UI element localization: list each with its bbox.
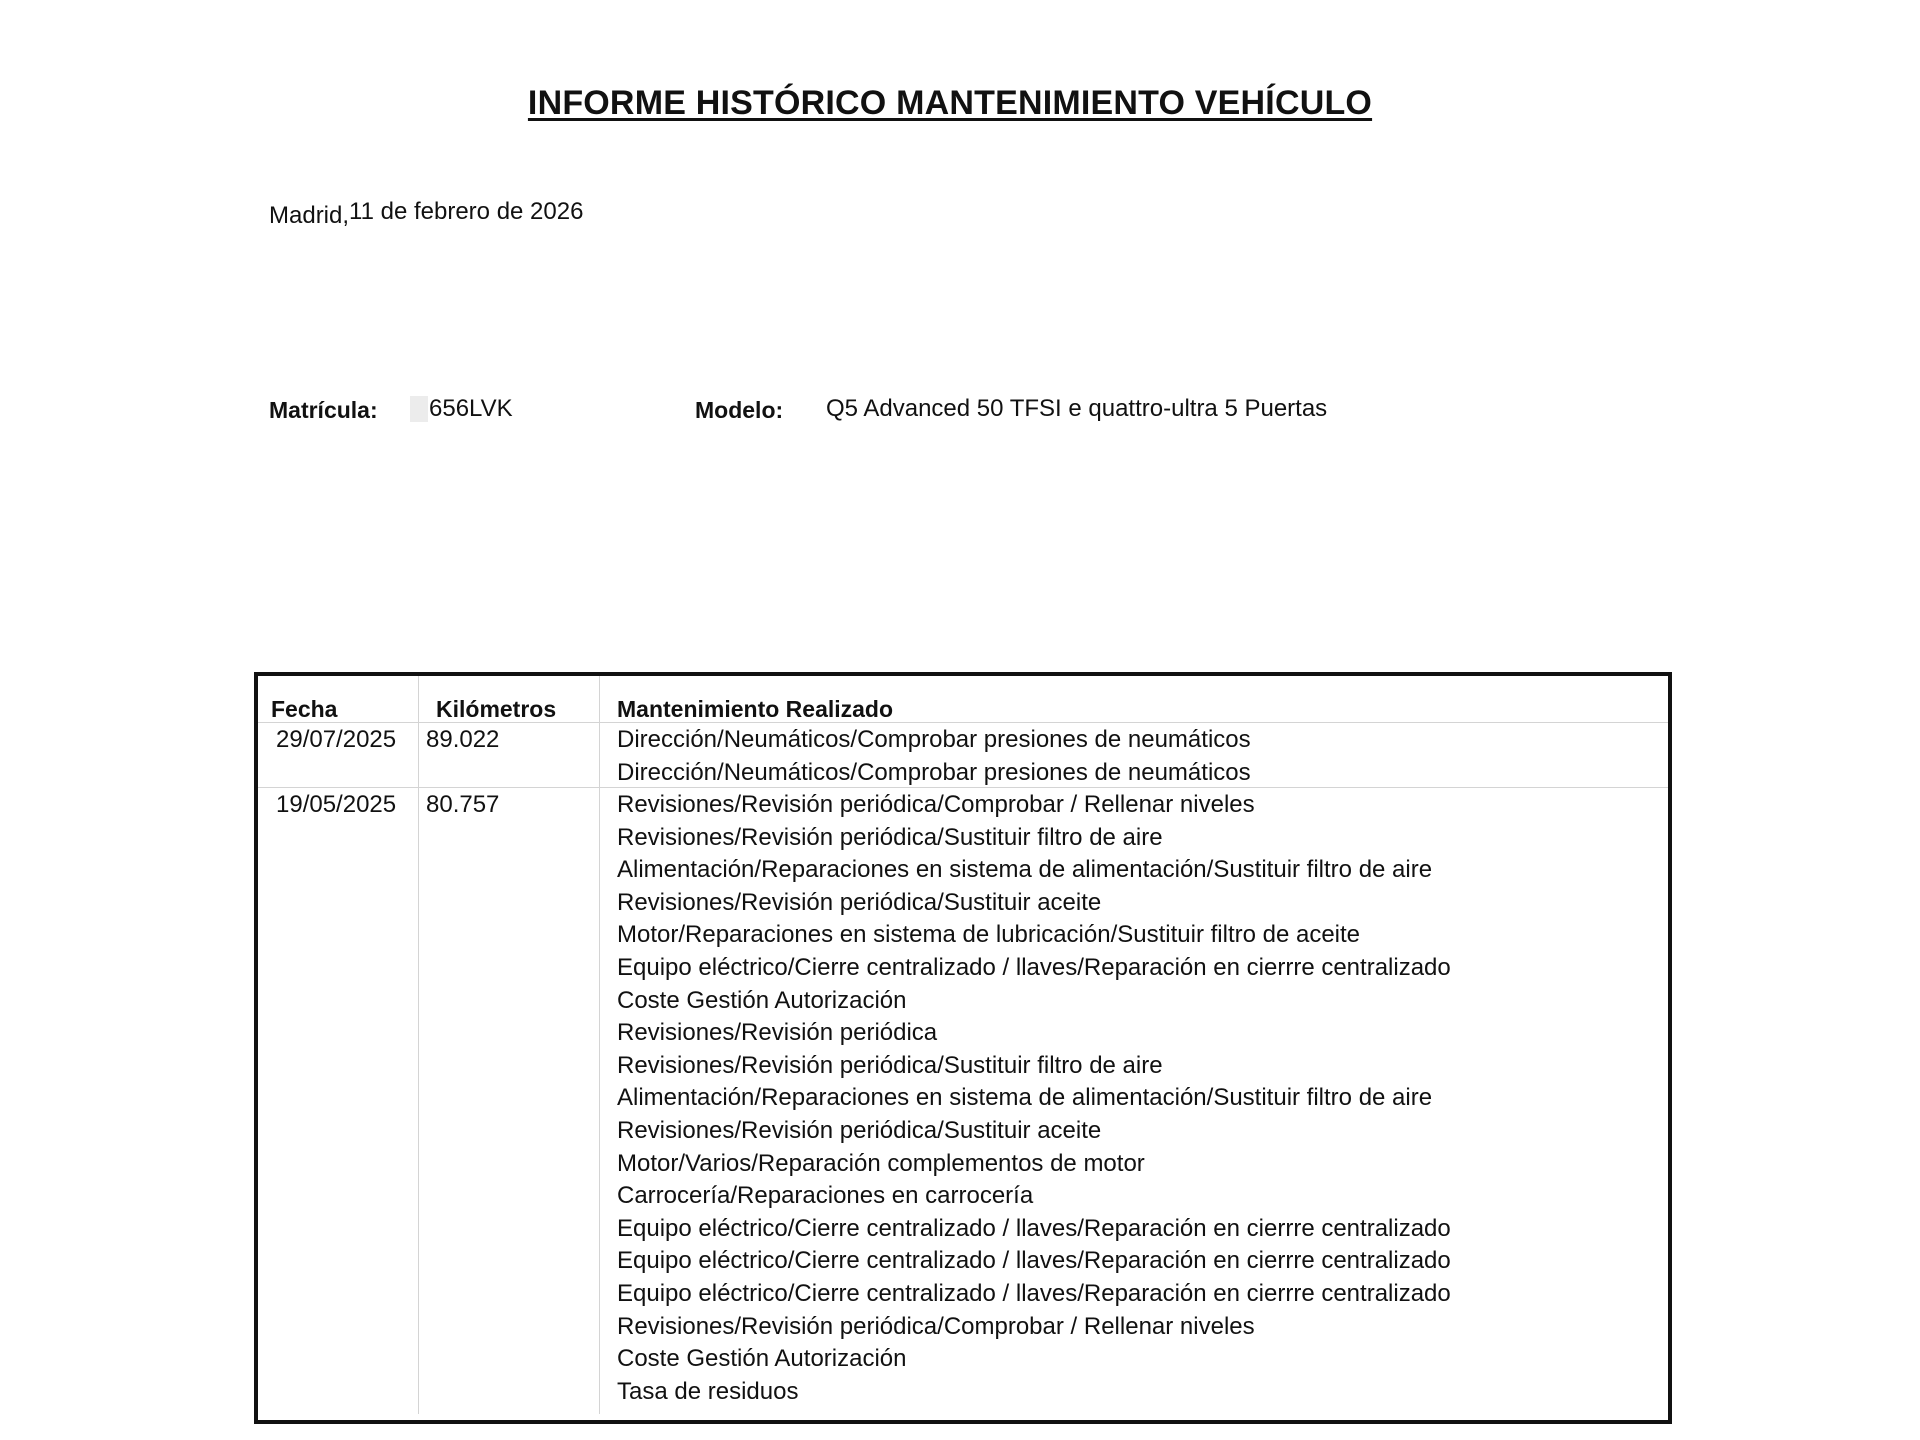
- maintenance-item: Revisiones/Revisión periódica/Comprobar / Rellenar niveles: [617, 791, 1255, 818]
- header-maintenance: Mantenimiento Realizado: [617, 696, 894, 722]
- maintenance-item: Motor/Reparaciones en sistema de lubricación/Sustituir filtro de aceite: [617, 921, 1361, 949]
- report-title: INFORME HISTÓRICO MANTENIMIENTO VEHÍCULO: [527, 84, 1373, 122]
- city-label: Madrid,: [269, 202, 350, 229]
- maintenance-item: Tasa de residuos: [617, 1377, 799, 1405]
- place-date-line: [269, 198, 584, 229]
- maintenance-item: Equipo eléctrico/Cierre centralizado / llaves/Reparación en cierrre centralizado: [617, 1214, 1451, 1242]
- maintenance-item: Revisiones/Revisión periódica/Comprobar / Rellenar niveles: [617, 1312, 1255, 1340]
- plate-value: 656LVK: [429, 395, 513, 422]
- maintenance-item: Motor/Varios/Reparación complementos de motor: [617, 1149, 1145, 1177]
- header-date: Fecha: [271, 696, 338, 722]
- maintenance-item: Dirección/Neumáticos/Comprobar presiones de neumáticos: [617, 758, 1251, 786]
- maintenance-item: Alimentación/Reparaciones en sistema de alimentación/Sustituir filtro de aire: [617, 856, 1433, 884]
- maintenance-item: Revisiones/Revisión periódica/Sustituir filtro de aire: [617, 1051, 1163, 1079]
- maintenance-item: Coste Gestión Autorización: [617, 1345, 907, 1373]
- maintenance-item: Revisiones/Revisión periódica/Sustituir aceite: [617, 888, 1102, 916]
- maintenance-list: [617, 789, 1451, 1408]
- maintenance-item: Equipo eléctrico/Cierre centralizado / llaves/Reparación en cierrre centralizado: [617, 1247, 1451, 1275]
- model-value: Q5 Advanced 50 TFSI e quattro-ultra 5 Puertas: [826, 395, 1328, 422]
- plate-redaction-mark: [410, 396, 428, 422]
- maintenance-item: Equipo eléctrico/Cierre centralizado / llaves/Reparación en cierrre centralizado: [617, 1279, 1451, 1307]
- record-km: 80.757: [426, 791, 500, 818]
- record-date: 29/07/2025: [276, 726, 397, 753]
- maintenance-item: Revisiones/Revisión periódica: [617, 1019, 938, 1047]
- maintenance-item: Revisiones/Revisión periódica/Sustituir aceite: [617, 1116, 1102, 1144]
- maintenance-table: [254, 672, 1672, 1424]
- record-date: 19/05/2025: [276, 791, 397, 818]
- header-km: Kilómetros: [436, 696, 557, 722]
- model-label: Modelo:: [695, 397, 784, 423]
- report-date: 11 de febrero de 2026: [349, 198, 584, 225]
- maintenance-item: Alimentación/Reparaciones en sistema de alimentación/Sustituir filtro de aire: [617, 1084, 1433, 1112]
- maintenance-item: Revisiones/Revisión periódica/Sustituir filtro de aire: [617, 823, 1163, 851]
- maintenance-item: Equipo eléctrico/Cierre centralizado / llaves/Reparación en cierrre centralizado: [617, 953, 1451, 981]
- maintenance-list: [617, 724, 1251, 789]
- maintenance-item: Coste Gestión Autorización: [617, 986, 907, 1014]
- maintenance-item: Dirección/Neumáticos/Comprobar presiones de neumáticos: [617, 726, 1251, 753]
- plate-label: Matrícula:: [269, 397, 378, 423]
- record-km: 89.022: [426, 726, 500, 753]
- maintenance-item: Carrocería/Reparaciones en carrocería: [617, 1182, 1034, 1210]
